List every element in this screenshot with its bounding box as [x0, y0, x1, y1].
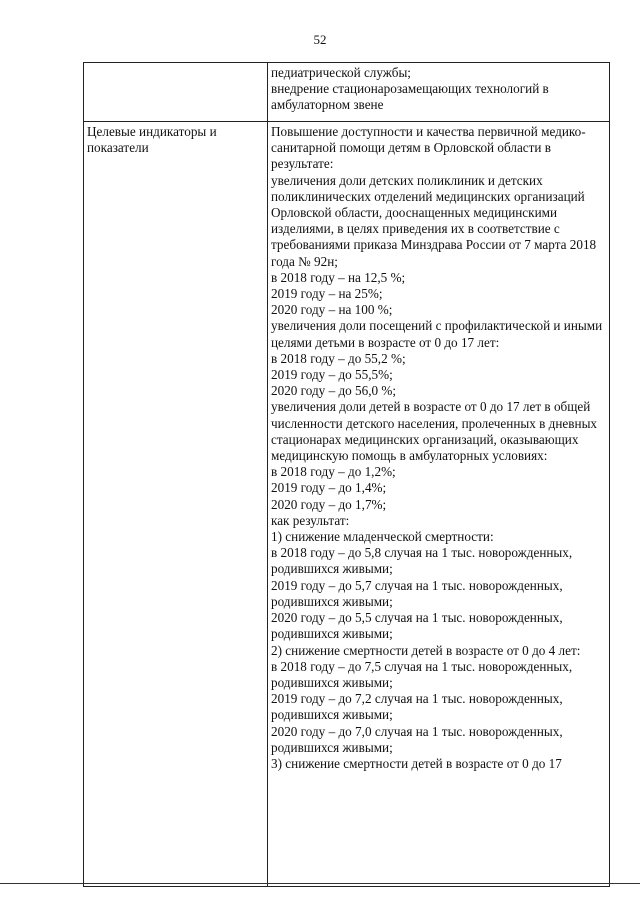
- text-line: 2019 году – до 5,7 случая на 1 тыс. новорожденных, родившихся живыми;: [271, 577, 563, 609]
- page-number: 52: [313, 32, 327, 47]
- text-line: 2) снижение смертности детей в возрасте от 0 до 4 лет:: [271, 642, 581, 658]
- text-line: 3) снижение смертности детей в возрасте от 0 до 17: [271, 755, 562, 771]
- text-line: 2019 году – до 55,5%;: [271, 367, 393, 383]
- table-row: [84, 122, 610, 887]
- text-line: Повышение доступности и качества первичной медико-санитарной помощи детям в Орловской области в результате:: [271, 124, 586, 172]
- text-line: 2020 году – до 7,0 случая на 1 тыс. новорожденных, родившихся живыми;: [271, 723, 563, 755]
- text-line: педиатрической службы;: [271, 65, 411, 80]
- indicators-label-cell: Целевые индикаторы и показатели: [84, 122, 268, 887]
- text-line: в 2018 году – до 5,8 случая на 1 тыс. новорожденных, родившихся живыми;: [271, 545, 573, 577]
- text-line: в 2018 году – до 7,5 случая на 1 тыс. новорожденных, родившихся живыми;: [271, 658, 573, 690]
- text-line: в 2018 году – до 1,2%;: [271, 464, 396, 480]
- text-line: 2020 году – до 1,7%;: [271, 496, 387, 512]
- text-line: 2019 году – до 7,2 случая на 1 тыс. новорожденных, родившихся живыми;: [271, 691, 563, 723]
- text-line: 2020 году – до 56,0 %;: [271, 383, 397, 399]
- indicators-content-cell: [268, 122, 610, 887]
- text-line: 1) снижение младенческой смертности:: [271, 529, 494, 545]
- text-line: увеличения доли детских поликлиник и детских поликлинических отделений медицинских организаций Орловской области, дооснащенных медицинскими изделиями, в целях приведения их в соответствие с требованиями приказа Минздрава России от 7 марта 2018 года № 92н;: [271, 172, 597, 269]
- text-line: увеличения доли детей в возрасте от 0 до 17 лет в общей численности детского населения, пролеченных в дневных стационарах медицинских организаций, оказывающих медицинскую помощь в амбулаторных условиях:: [271, 399, 598, 464]
- text-line: увеличения доли посещений с профилактической и иными целями детьми в возрасте от 0 до 17 лет:: [271, 318, 603, 350]
- text-line: 2019 году – на 25%;: [271, 286, 383, 302]
- text-line: как результат:: [271, 512, 350, 528]
- program-table: [83, 62, 610, 887]
- text-line: в 2018 году – на 12,5 %;: [271, 269, 406, 285]
- table-row: [84, 63, 610, 122]
- page-bottom-rule: [0, 883, 640, 884]
- text-line: 2020 году – на 100 %;: [271, 302, 393, 318]
- row1-right-cell: [268, 63, 610, 122]
- text-line: 2019 году – до 1,4%;: [271, 480, 387, 496]
- text-line: 2020 году – до 5,5 случая на 1 тыс. новорожденных, родившихся живыми;: [271, 610, 563, 642]
- row1-left-cell: [84, 63, 268, 122]
- text-line: в 2018 году – до 55,2 %;: [271, 350, 406, 366]
- text-line: внедрение стационарозамещающих технологий в амбулаторном звене: [271, 81, 549, 113]
